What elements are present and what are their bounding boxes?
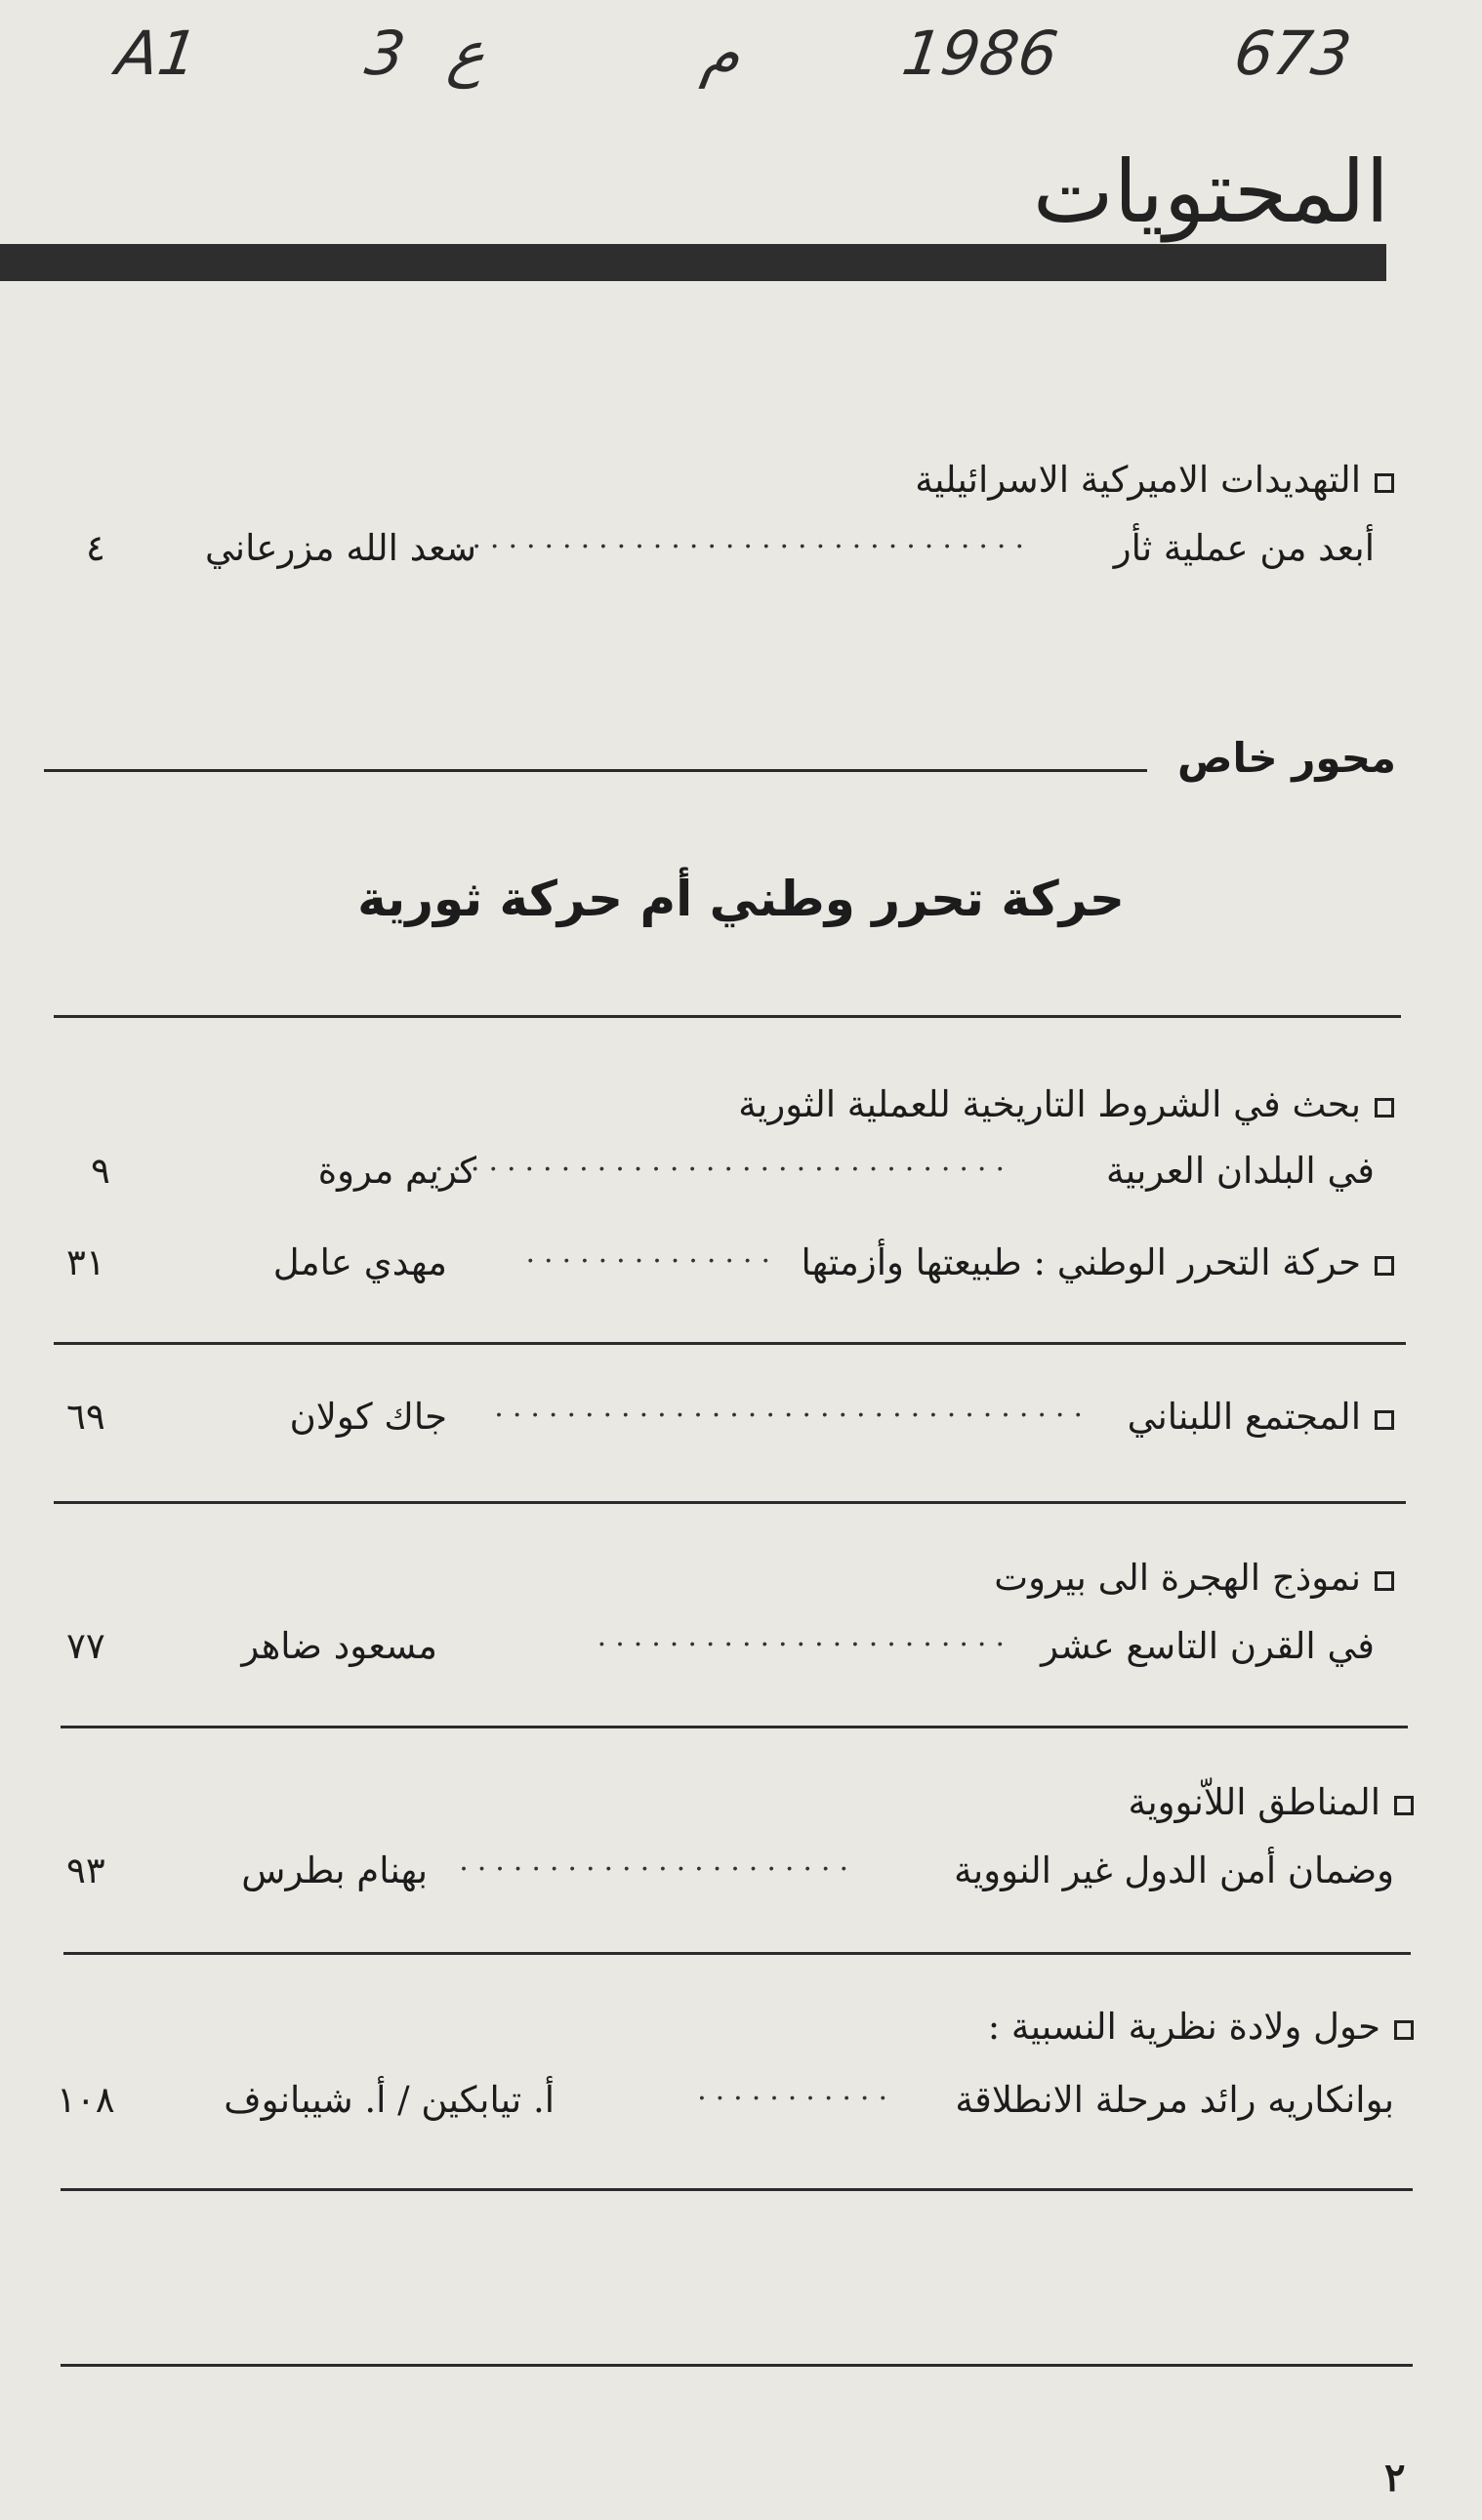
toc-entry-row [57,2073,1423,2134]
toc-entry-title: التهديدات الاميركية الاسرائيلية [915,459,1394,501]
toc-entry-row [57,1619,1423,1680]
toc-page-number: ٩٣ [66,1849,105,1891]
toc-entry-title: حركة التحرر الوطني : طبيعتها وأزمتها [802,1241,1394,1283]
divider [61,2364,1413,2367]
divider [54,1342,1406,1345]
checkbox-square-icon [1375,1098,1394,1118]
toc-entry-row [57,1844,1423,1904]
toc-author: مهدي عامل [272,1241,447,1283]
toc-page-number: ٤ [86,527,105,569]
toc-author: سعد الله مزرعاني [204,527,476,569]
checkbox-square-icon [1394,1796,1414,1815]
toc-page-number: ٩ [91,1150,110,1192]
toc-author: أ. تيابكين / أ. شيبانوف [224,2079,555,2121]
checkbox-square-icon [1375,1571,1394,1591]
toc-page-number: ٧٧ [66,1625,105,1667]
divider [61,2188,1413,2191]
toc-entry-row [57,1144,1423,1204]
handwritten-m: م [697,18,746,89]
divider [54,1501,1406,1504]
toc-entry-row [57,521,1423,582]
checkbox-square-icon [1375,1410,1394,1430]
dot-leader: ................................ [433,1144,1013,1178]
toc-page-number: ٦٩ [66,1396,105,1438]
toc-entry-subtitle: في القرن التاسع عشر [1041,1625,1375,1667]
page-number: ٢ [1384,2455,1406,2500]
section-label: محور خاص [1177,734,1396,782]
toc-author: بهنام بطرس [241,1849,428,1891]
toc-entry-title: المناطق اللاّنووية [1129,1781,1415,1823]
toc-entry-title: المجتمع اللبناني [1128,1396,1394,1438]
toc-entry-subtitle: بوانكاريه رائد مرحلة الانطلاقة [955,2079,1394,2121]
title-bar [0,244,1386,281]
handwritten-issue: ع [443,18,491,89]
dot-leader: ....................... [597,1619,1013,1653]
dot-leader: .............. [525,1236,779,1270]
toc-entry-title: نموذج الهجرة الى بيروت [994,1557,1394,1599]
toc-page-number: ٣١ [66,1241,105,1283]
special-title: حركة تحرر وطني أم حركة ثورية [357,871,1125,927]
dot-leader: ........... [697,2073,896,2107]
checkbox-square-icon [1375,1256,1394,1276]
toc-entry-subtitle: أبعد من عملية ثأر [1113,527,1375,569]
handwritten-year: 1986 [897,18,1062,89]
checkbox-square-icon [1394,2020,1414,2040]
page-title: المحتويات [1032,142,1389,242]
toc-entry-title: حول ولادة نظرية النسبية : [988,2006,1414,2048]
toc-entry-row [57,1390,1423,1450]
handwritten-ref: 673 [1229,18,1356,89]
toc-entry-subtitle: وضمان أمن الدول غير النووية [954,1849,1394,1891]
toc-entry-subtitle: في البلدان العربية [1105,1150,1375,1192]
handwritten-code: A1 [111,18,202,89]
toc-entry-row [57,1236,1423,1296]
dot-leader: ................................ [453,521,1033,555]
divider [54,1015,1401,1018]
dot-leader: ...................... [459,1844,857,1878]
divider [61,1726,1408,1728]
section-rule [44,769,1147,772]
checkbox-square-icon [1375,473,1394,493]
toc-page-number: ١٠٨ [57,2079,115,2121]
divider [63,1952,1411,1955]
toc-author: كريم مروة [317,1150,476,1192]
toc-author: جاك كولان [289,1396,447,1438]
handwritten-volume: 3 [360,18,410,89]
dot-leader: ................................. [494,1390,1091,1424]
toc-entry-title: بحث في الشروط التاريخية للعملية الثورية [738,1083,1394,1125]
toc-author: مسعود ضاهر [241,1625,437,1667]
